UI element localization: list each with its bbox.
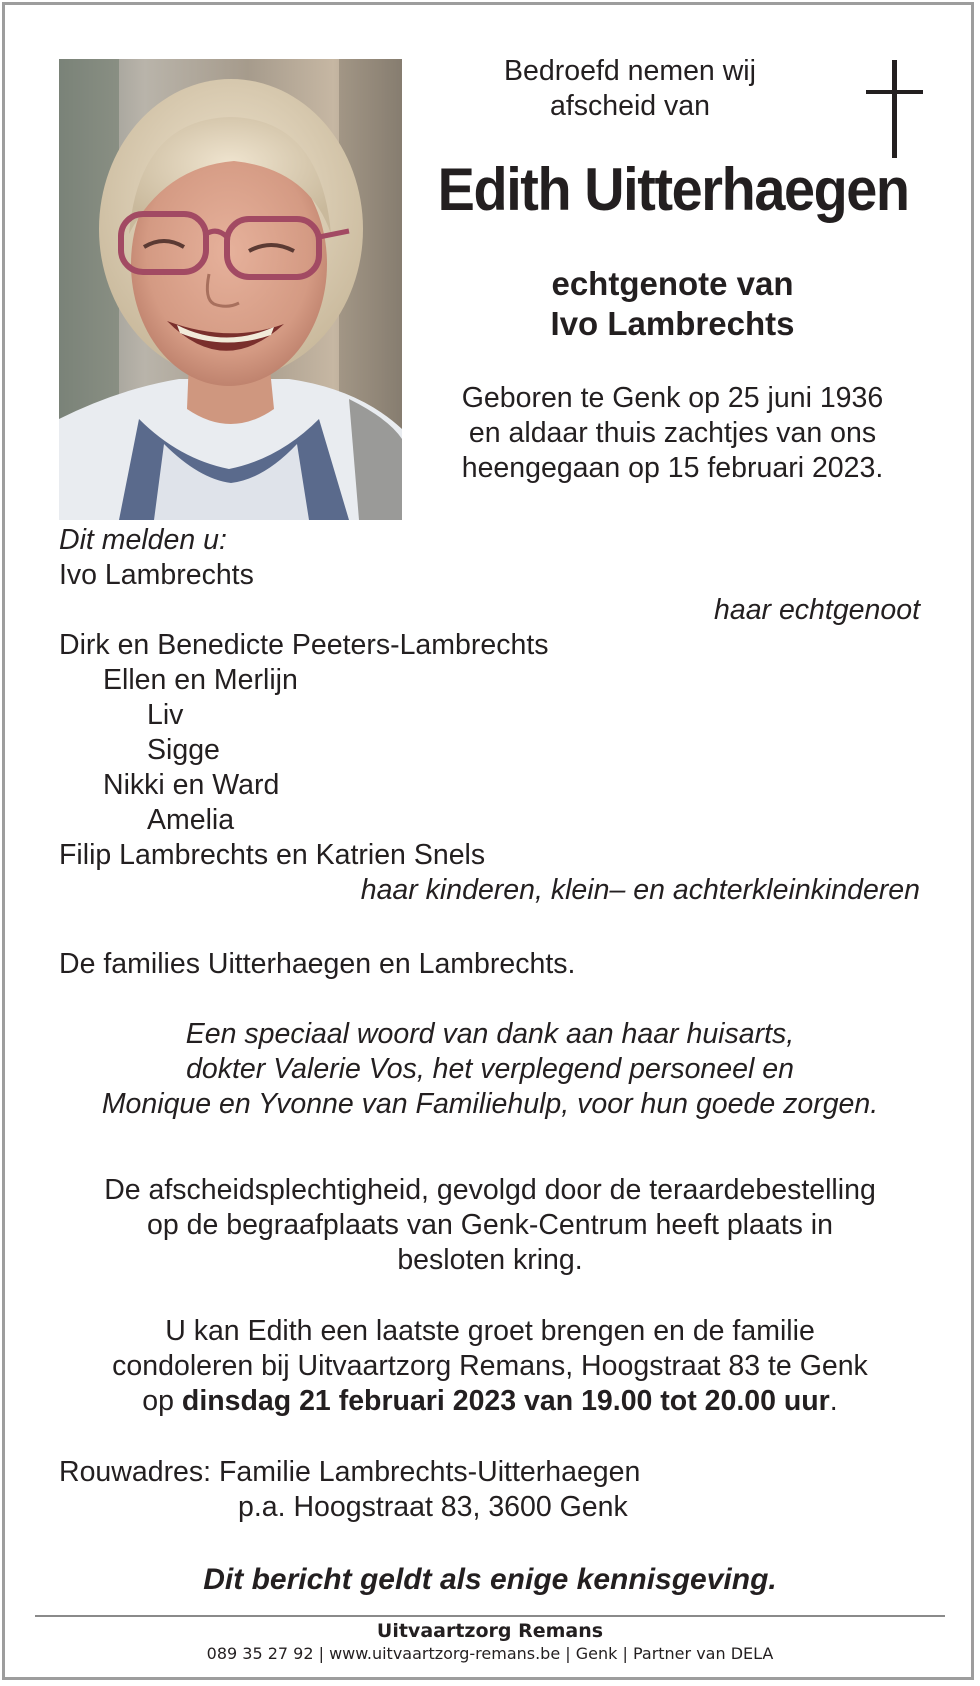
visitation-datetime: dinsdag 21 februari 2023 van 19.00 tot 20.00 uur [181,1385,830,1417]
visitation-prefix: op [142,1385,182,1417]
family-member: Liv [147,699,184,731]
portrait-photo [59,59,402,520]
address-line-1: Rouwadres: Familie Lambrechts-Uitterhaegen [59,1456,641,1488]
family-member: Filip Lambrechts en Katrien Snels [59,839,486,871]
family-role: haar kinderen, klein– en achterkleinkinderen [360,874,920,906]
family-member: Sigge [147,734,220,766]
visitation-suffix: . [829,1385,838,1417]
family-member: Nikki en Ward [103,769,280,801]
thanks-line-2: dokter Valerie Vos, het verplegend personeel en [186,1053,794,1085]
announcer-spouse-name: Ivo Lambrechts [59,559,254,591]
announcer-spouse-role: haar echtgenoot [714,594,920,626]
address-line-2: p.a. Hoogstraat 83, 3600 Genk [238,1491,628,1523]
intro-line-1: Bedroefd nemen wij [504,55,756,87]
birth-line-1: Geboren te Genk op 25 juni 1936 [461,382,884,414]
family-member: Dirk en Benedicte Peeters-Lambrechts [59,629,549,661]
birth-line-3: heengegaan op 15 februari 2023. [461,452,884,484]
birth-line-2: en aldaar thuis zachtjes van ons [468,417,877,449]
ceremony-line-3: besloten kring. [397,1244,583,1276]
thanks-line-1: Een speciaal woord van dank aan haar huisarts, [185,1018,795,1050]
ceremony-line-2: op de begraafplaats van Genk-Centrum heeft plaats in [146,1209,833,1241]
notice-text: Dit bericht geldt als enige kennisgeving. [203,1563,777,1596]
intro-line-2: afscheid van [549,90,711,122]
cross-icon [866,60,926,158]
spouse-line-2: Ivo Lambrechts [550,305,795,342]
deceased-name: Edith Uitterhaegen [437,156,909,223]
visitation-line-3 [0,1384,980,1419]
ceremony-line-1: De afscheidsplechtigheid, gevolgd door de teraardebestelling [104,1174,876,1206]
families-line: De families Uitterhaegen en Lambrechts. [59,948,576,980]
footer-contact-info: 089 35 27 92 | www.uitvaartzorg-remans.be | Genk | Partner van DELA [206,1644,774,1663]
visitation-line-2: condoleren bij Uitvaartzorg Remans, Hoogstraat 83 te Genk [112,1350,868,1382]
announcers-heading: Dit melden u: [59,524,227,556]
visitation-line-1: U kan Edith een laatste groet brengen en de familie [165,1315,815,1347]
spouse-line-1: echtgenote van [551,265,794,302]
family-member: Amelia [147,804,235,836]
footer-divider [35,1615,945,1617]
thanks-line-3: Monique en Yvonne van Familiehulp, voor hun goede zorgen. [101,1088,879,1120]
family-member: Ellen en Merlijn [103,664,298,696]
footer-company: Uitvaartzorg Remans [376,1620,604,1642]
